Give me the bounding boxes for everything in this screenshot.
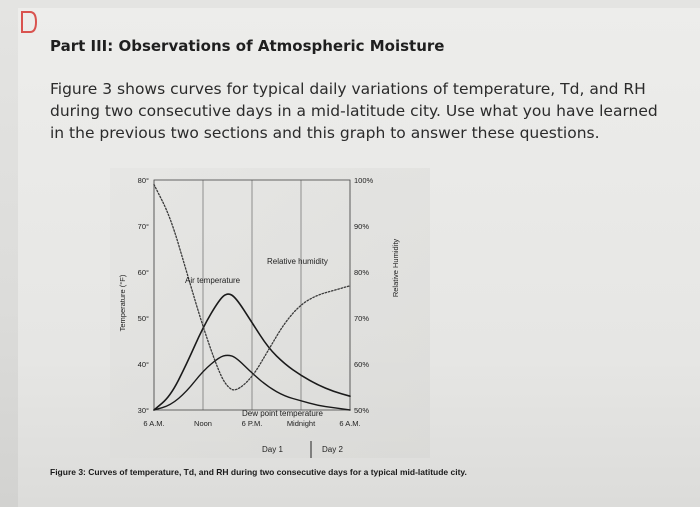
y2-tick-label: 80% [354, 268, 370, 277]
x-tick-label: 6 A.M. [143, 419, 165, 428]
y2-tick-label: 70% [354, 314, 370, 323]
day-label-2: Day 2 [322, 445, 343, 454]
series-label-air-temperature: Air temperature [185, 276, 241, 285]
figure-caption: Figure 3: Curves of temperature, Td, and RH during two consecutive days for a typical mid-latitude city. [50, 467, 467, 477]
y2-tick-label: 90% [354, 222, 370, 231]
series-label-relative-humidity: Relative humidity [267, 257, 328, 266]
y-tick-label: 70° [137, 222, 149, 231]
y-tick-label: 40° [137, 360, 149, 369]
x-tick-label: Midnight [286, 419, 316, 428]
day-label-1: Day 1 [262, 445, 283, 454]
y-tick-label: 50° [137, 314, 149, 323]
x-tick-label: 6 P.M. [241, 419, 263, 428]
intro-paragraph: Figure 3 shows curves for typical daily variations of temperature, Td, and RH during two consecutive days in a mid-latitude city. Use what you have learned in the previous two sections and this graph to answer these questions. [50, 80, 658, 142]
y2-tick-label: 60% [354, 360, 370, 369]
y-tick-label: 30° [137, 406, 149, 415]
y-axis-label: Temperature (°F) [118, 274, 127, 332]
series-label-dew-point: Dew point temperature [242, 409, 323, 418]
y2-axis-label: Relative Humidity [391, 238, 400, 298]
moisture-chart [110, 168, 430, 458]
x-tick-label: 6 A.M. [339, 419, 361, 428]
y-tick-label: 80° [137, 176, 149, 185]
y-tick-label: 60° [137, 268, 149, 277]
document-corner-icon [20, 10, 38, 34]
y2-tick-label: 50% [354, 406, 370, 415]
y2-tick-label: 100% [354, 176, 374, 185]
section-heading: Part III: Observations of Atmospheric Moisture [50, 37, 445, 55]
x-tick-label: Noon [194, 419, 212, 428]
